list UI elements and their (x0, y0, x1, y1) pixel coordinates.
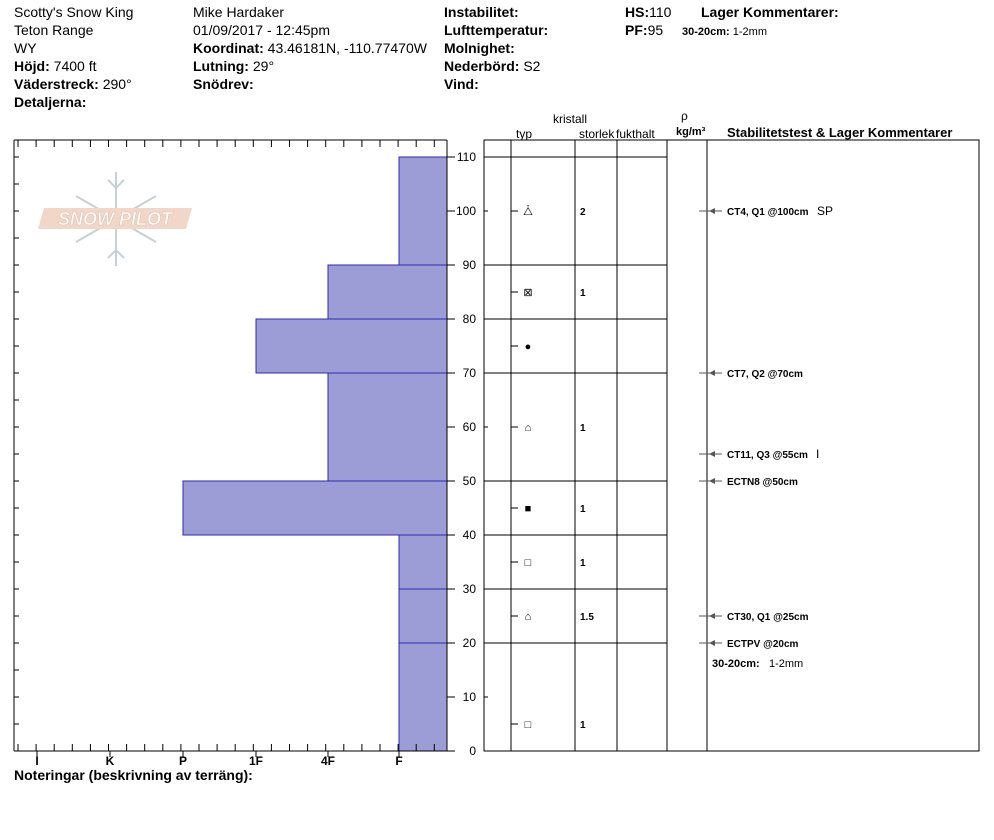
hs-value: 110 (649, 4, 672, 20)
test-arrow-head (709, 478, 715, 484)
layer-comments-label: Lager Kommentarer: (701, 4, 839, 20)
crystal-symbol: ⌂ (524, 422, 532, 434)
observer: Mike Hardaker (193, 4, 285, 20)
crystal-size: 1 (580, 288, 586, 299)
logo-text: SNOW PILOT (58, 209, 172, 229)
hardness-label: F (395, 754, 403, 768)
col-size: storlek (579, 127, 615, 141)
height-label: 40 (462, 528, 476, 542)
crystal-size: 1 (580, 558, 586, 569)
stability-test-label: ECTPV @20cm (727, 639, 799, 650)
instability-label: Instabilitet: (444, 4, 519, 20)
col-density-unit: kg/m³ (676, 126, 706, 138)
hardness-bar (399, 643, 447, 751)
drift-label: Snödrev: (193, 76, 254, 92)
height-label: 60 (462, 420, 476, 434)
test-arrow-head (709, 613, 715, 619)
pf-label: PF: (625, 22, 648, 38)
hardness-label: 4F (320, 754, 336, 768)
notes-label: Noteringar (beskrivning av terräng): (14, 767, 253, 783)
crystal-symbol: □ (524, 557, 532, 569)
precip-value: S2 (523, 58, 541, 74)
slope-label: Lutning: (193, 58, 249, 74)
aspect-value: 290° (102, 76, 132, 92)
crystal-symbol: ⌂ (524, 611, 532, 623)
crystal-size: 1 (580, 720, 586, 731)
datetime: 01/09/2017 - 12:45pm (193, 22, 330, 38)
coord-value: 43.46181N, -110.77470W (267, 40, 427, 56)
col-rho: ρ (681, 109, 688, 123)
height-label: 30 (462, 582, 476, 596)
pf-value: 95 (647, 22, 664, 38)
test-arrow-head (709, 208, 715, 214)
crystal-symbol: ⊠ (523, 287, 533, 299)
col-type: typ (516, 127, 533, 141)
coord-label: Koordinat: (193, 40, 264, 56)
crystal-size: 2 (580, 207, 586, 218)
clouds-label: Molnighet: (444, 40, 515, 56)
layer-comment-range: 30-20cm: (682, 26, 730, 38)
hardness-bar (256, 319, 447, 373)
slope-value: 29° (252, 58, 275, 74)
hardness-label: 1F (248, 754, 264, 768)
elevation-label: Höjd: (14, 58, 50, 74)
height-label: 80 (462, 312, 476, 326)
aspect-label: Väderstreck: (14, 76, 99, 92)
test-arrow-head (709, 451, 715, 457)
stability-test-extra: I (816, 447, 820, 461)
crystal-size: 1 (580, 504, 586, 515)
col-moisture: fukthalt (616, 127, 655, 141)
layer-comment-text: 1-2mm (732, 26, 767, 38)
stability-test-label: CT11, Q3 @55cm (727, 450, 808, 461)
precip-label: Nederbörd: (444, 58, 520, 74)
airtemp-label: Lufttemperatur: (444, 22, 549, 38)
details-label: Detaljerna: (14, 94, 87, 110)
stability-test-label: CT30, Q1 @25cm (727, 612, 809, 623)
hardness-bar (399, 589, 447, 643)
crystal-size: 1.5 (580, 612, 594, 623)
hardness-label: K (105, 754, 115, 768)
height-label: 10 (462, 690, 476, 704)
crystal-symbol: ■ (524, 503, 532, 515)
height-label: 110 (456, 150, 476, 164)
snowpilot-logo (38, 172, 192, 266)
crystal-symbol: ● (524, 341, 532, 353)
hardness-bar (399, 535, 447, 589)
test-arrow-head (709, 370, 715, 376)
location-name: Scotty's Snow King (14, 4, 134, 20)
hardness-bar (328, 265, 447, 319)
wind-label: Vind: (444, 76, 479, 92)
stability-test-label: CT7, Q2 @70cm (727, 369, 803, 380)
state: WY (14, 40, 37, 56)
hardness-label: P (178, 754, 188, 768)
stability-test-extra: SP (817, 204, 834, 218)
crystal-size: 1 (580, 423, 586, 434)
height-label: 20 (462, 636, 476, 650)
height-label: 0 (469, 744, 476, 758)
mountain-range: Teton Range (14, 22, 94, 38)
hardness-bar (183, 481, 447, 535)
crystal-symbol: ⧊ (523, 206, 533, 218)
height-label: 50 (462, 474, 476, 488)
height-label: 100 (455, 204, 476, 218)
table-comment-range: 30-20cm: (712, 658, 760, 670)
test-arrow-head (709, 640, 715, 646)
height-label: 70 (462, 366, 476, 380)
stability-test-label: ECTN8 @50cm (727, 477, 798, 488)
hardness-bar (399, 157, 447, 265)
height-label: 90 (462, 258, 476, 272)
hs-label: HS: (625, 4, 650, 20)
elevation-value: 7400 ft (53, 58, 97, 74)
crystal-symbol: □ (524, 719, 532, 731)
table-comment-text: 1-2mm (769, 658, 804, 670)
stability-test-label: CT4, Q1 @100cm (727, 207, 809, 218)
hardness-bar (328, 373, 447, 481)
hardness-label: I (35, 754, 39, 768)
col-crystal: kristall (553, 112, 588, 126)
col-stability: Stabilitetstest & Lager Kommentarer (727, 125, 953, 140)
